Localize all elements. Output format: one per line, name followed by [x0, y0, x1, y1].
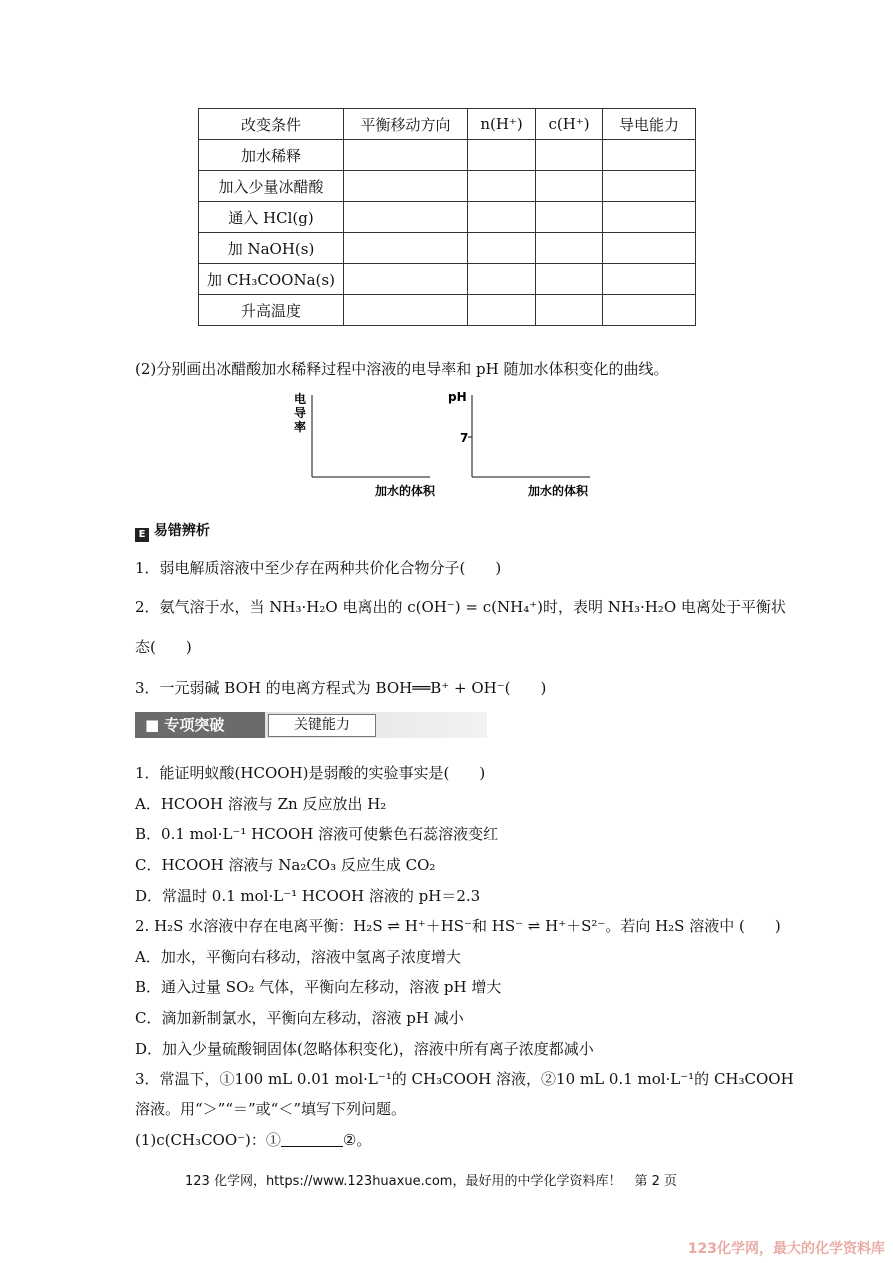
tick-label: 7 [460, 431, 469, 445]
row-label: 加 NaOH(s) [199, 233, 344, 264]
option-b: B．通入过量 SO₂ 气体，平衡向左移动，溶液 pH 增大 [135, 978, 502, 996]
answer-blank[interactable] [281, 1132, 343, 1147]
error-item-3: 3．一元弱碱 BOH 的电离方程式为 BOH══B⁺ + OH⁻( ) [135, 679, 547, 697]
x-label: 加水的体积 [375, 484, 436, 498]
error-item-1: 1．弱电解质溶液中至少存在两种共价化合物分子( ) [135, 559, 502, 577]
section-title-light: 关键能力 [268, 714, 376, 737]
errors-heading [135, 520, 210, 542]
x-label: 加水的体积 [528, 484, 589, 498]
page-footer: 123 化学网，https://www.123huaxue.com，最好用的中学化学资料库！ 第 2 页 [185, 1174, 678, 1189]
error-item-2: 2．氨气溶于水，当 NH₃·H₂O 电离出的 c(OH⁻) = c(NH₄⁺)时，表明 NH₃·H₂O 电离处于平衡状 [135, 598, 786, 616]
error-item-2-cont: 态( ) [135, 638, 192, 656]
question-1: 1．能证明蚁酸(HCOOH)是弱酸的实验事实是( ) [135, 764, 486, 782]
row-label: 升高温度 [199, 295, 344, 326]
table-row [199, 295, 696, 326]
question-3-part-1: (1)c(CH₃COO⁻)：① ②。 [135, 1131, 372, 1149]
table-header-row [199, 109, 696, 140]
option-c: C．HCOOH 溶液与 Na₂CO₃ 反应生成 CO₂ [135, 856, 436, 874]
option-a: A．加水，平衡向右移动，溶液中氢离子浓度增大 [135, 948, 461, 966]
row-label: 加入少量冰醋酸 [199, 171, 344, 202]
table-row [199, 140, 696, 171]
header-cell: 导电能力 [603, 109, 696, 140]
option-a: A．HCOOH 溶液与 Zn 反应放出 H₂ [135, 795, 387, 813]
table-row [199, 202, 696, 233]
ph-graph [448, 390, 590, 498]
question-2-prompt: (2)分别画出冰醋酸加水稀释过程中溶液的电导率和 pH 随加水体积变化的曲线。 [135, 360, 669, 378]
row-label: 加 CH₃COONa(s) [199, 264, 344, 295]
header-cell: 平衡移动方向 [344, 109, 468, 140]
option-c: C．滴加新制氯水，平衡向左移动，溶液 pH 减小 [135, 1009, 464, 1027]
table-row [199, 171, 696, 202]
conductivity-graph [294, 391, 436, 498]
question-3: 3．常温下，①100 mL 0.01 mol·L⁻¹的 CH₃COOH 溶液，②10 mL 0.1 mol·L⁻¹的 CH₃COOH [135, 1070, 794, 1088]
y-label-char: 电 [294, 392, 307, 406]
table-row [199, 233, 696, 264]
header-cell: c(H⁺) [536, 109, 603, 140]
y-label: pH [448, 390, 467, 404]
option-d: D．常温时 0.1 mol·L⁻¹ HCOOH 溶液的 pH＝2.3 [135, 887, 481, 905]
row-label: 通入 HCl(g) [199, 202, 344, 233]
watermark: 123化学网，最大的化学资料库 [687, 1241, 885, 1257]
section-icon: E [135, 528, 149, 542]
conditions-table [198, 108, 696, 326]
table-row [199, 264, 696, 295]
row-label: 加水稀释 [199, 140, 344, 171]
y-label-char: 导 [294, 406, 307, 420]
section-title-dark: ■ 专项突破 [135, 712, 265, 738]
axes-graphs [280, 385, 620, 500]
option-b: B．0.1 mol·L⁻¹ HCOOH 溶液可使紫色石蕊溶液变红 [135, 825, 499, 843]
question-2: 2. H₂S 水溶液中存在电离平衡：H₂S ⇌ H⁺＋HS⁻和 HS⁻ ⇌ H⁺＋S²⁻。若向 H₂S 溶液中 ( ) [135, 917, 781, 935]
y-label-char: 率 [294, 420, 307, 434]
errors-title: 易错辨析 [153, 523, 210, 539]
header-cell: 改变条件 [199, 109, 344, 140]
question-3-cont: 溶液。用“＞”“＝”或“＜”填写下列问题。 [135, 1100, 407, 1118]
option-d: D．加入少量硫酸铜固体(忽略体积变化)，溶液中所有离子浓度都减小 [135, 1040, 594, 1058]
header-cell: n(H⁺) [468, 109, 536, 140]
